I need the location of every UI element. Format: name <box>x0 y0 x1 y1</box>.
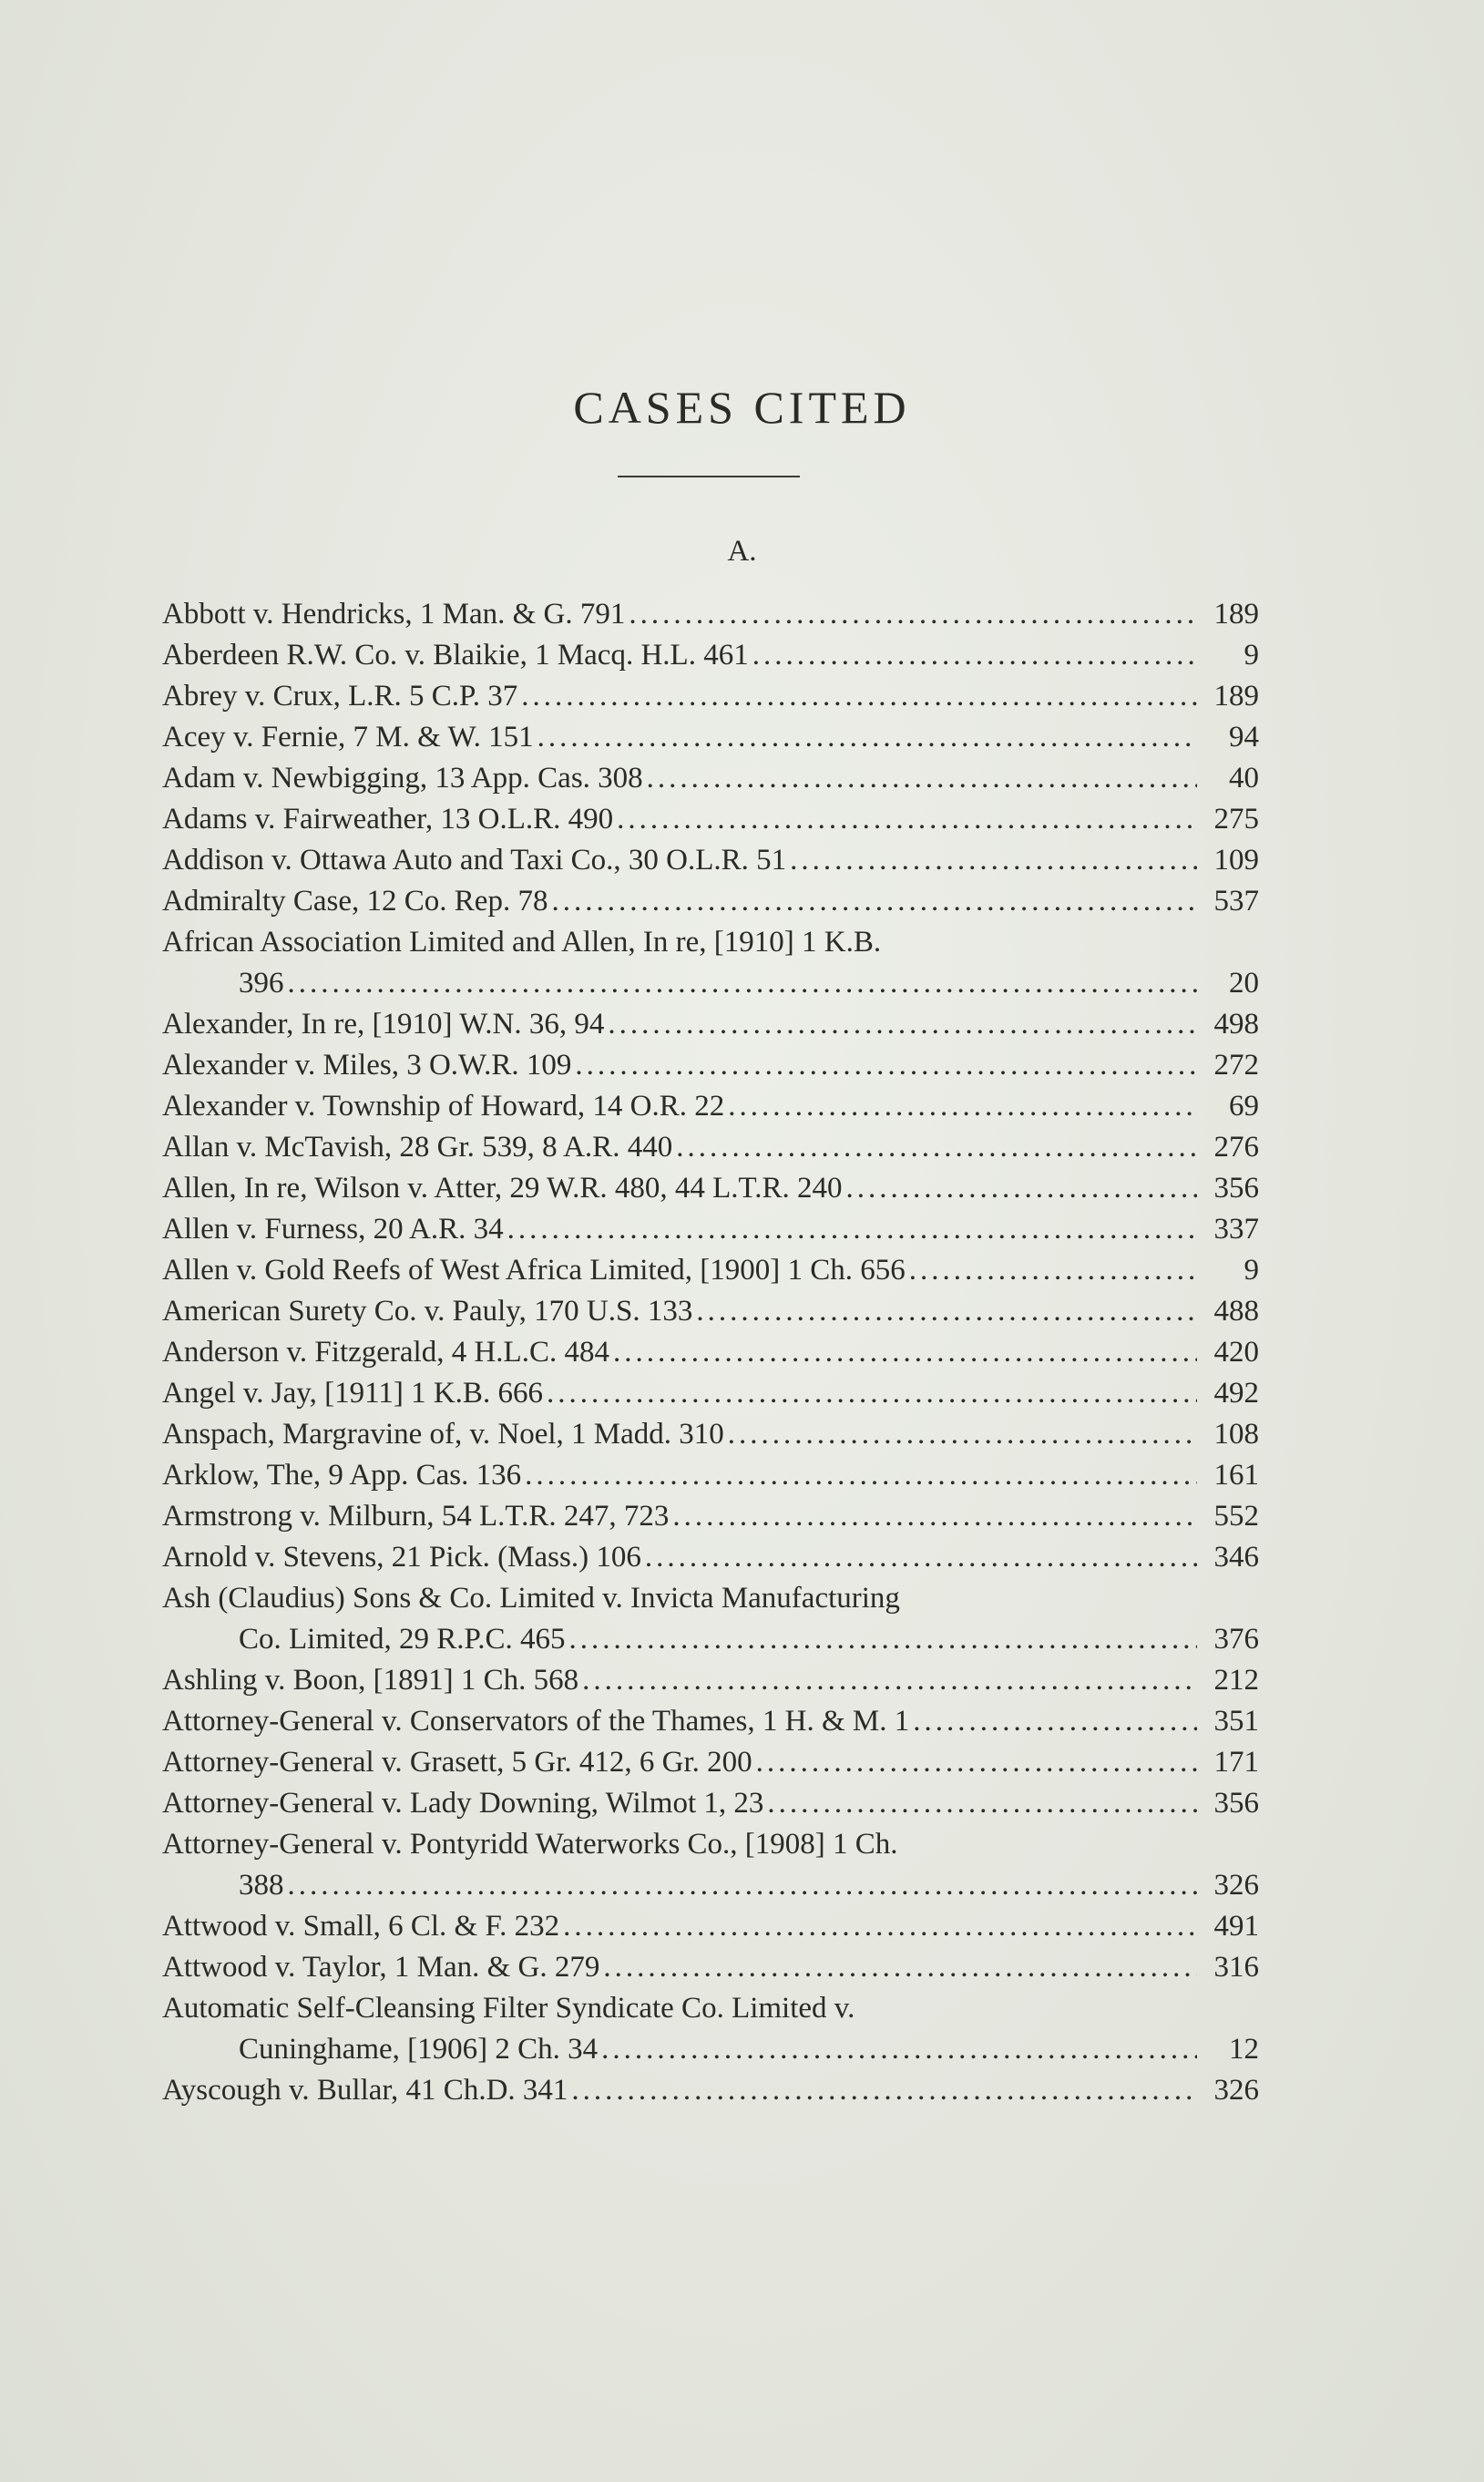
case-name: American Surety Co. v. Pauly, 170 U.S. 133 <box>162 1295 693 1328</box>
case-name: Admiralty Case, 12 Co. Rep. 78 <box>162 885 548 918</box>
case-name: Attwood v. Taylor, 1 Man. & G. 279 <box>162 1951 600 1984</box>
dot-leader <box>752 635 1197 676</box>
page-number: 94 <box>1229 721 1259 754</box>
case-entry <box>162 1414 1259 1455</box>
page-title: CASES CITED <box>573 382 911 433</box>
dot-leader <box>756 1742 1197 1783</box>
page-number: 537 <box>1213 885 1259 918</box>
dot-leader <box>676 1127 1197 1168</box>
case-entry <box>162 1537 1259 1578</box>
dot-leader <box>551 881 1197 922</box>
dot-leader <box>617 799 1197 840</box>
case-entry <box>162 1455 1259 1496</box>
page-number: 272 <box>1213 1049 1259 1082</box>
case-name: Allen, In re, Wilson v. Atter, 29 W.R. 480, 44 L.T.R. 240 <box>162 1172 843 1205</box>
case-entry <box>162 1906 1259 1947</box>
dot-leader <box>728 1086 1197 1127</box>
case-name: Arklow, The, 9 App. Cas. 136 <box>162 1459 522 1492</box>
case-name: Co. Limited, 29 R.P.C. 465 <box>239 1623 566 1656</box>
page-number: 171 <box>1213 1746 1259 1779</box>
case-entry <box>162 717 1259 758</box>
case-entry <box>162 922 1259 1004</box>
case-entry <box>162 799 1259 840</box>
dot-leader <box>672 1496 1197 1537</box>
case-name: Alexander v. Township of Howard, 14 O.R. 22 <box>162 1090 725 1123</box>
dot-leader <box>571 2070 1197 2111</box>
case-entry <box>162 1988 1259 2070</box>
case-entry <box>162 1086 1259 1127</box>
case-entry <box>162 1947 1259 1988</box>
page-number: 552 <box>1213 1500 1259 1533</box>
page-number: 356 <box>1213 1172 1259 1205</box>
case-entry <box>162 1742 1259 1783</box>
page-number: 492 <box>1213 1377 1259 1410</box>
case-name: Allen v. Furness, 20 A.R. 34 <box>162 1213 504 1246</box>
case-name: Anspach, Margravine of, v. Noel, 1 Madd. 310 <box>162 1418 724 1451</box>
case-name-continuation <box>162 1619 1259 1660</box>
dot-leader <box>767 1783 1197 1824</box>
case-name-continuation <box>162 963 1259 1004</box>
case-name-first-line: African Association Limited and Allen, In re, [1910] 1 K.B. <box>162 926 882 959</box>
case-name: Ayscough v. Bullar, 41 Ch.D. 341 <box>162 2074 568 2107</box>
dot-leader <box>563 1906 1197 1947</box>
case-name: Adam v. Newbigging, 13 App. Cas. 308 <box>162 762 643 795</box>
case-name-first-line: Attorney-General v. Pontyridd Waterworks Co., [1908] 1 Ch. <box>162 1828 898 1861</box>
page-number: 189 <box>1213 680 1259 713</box>
page-number: 356 <box>1213 1787 1259 1820</box>
page-number: 326 <box>1213 2074 1259 2107</box>
case-entry <box>162 1332 1259 1373</box>
dot-leader <box>603 1947 1197 1988</box>
page-number: 276 <box>1213 1131 1259 1164</box>
page-number: 12 <box>1229 2033 1259 2066</box>
case-name: Abbott v. Hendricks, 1 Man. & G. 791 <box>162 598 626 631</box>
case-entry <box>162 840 1259 881</box>
case-entry <box>162 1045 1259 1086</box>
dot-leader <box>507 1209 1197 1250</box>
page-number: 275 <box>1213 803 1259 836</box>
page-number: 326 <box>1213 1869 1259 1902</box>
case-name: Adams v. Fairweather, 13 O.L.R. 490 <box>162 803 614 836</box>
case-list <box>162 594 1259 2111</box>
case-name-first-line: Automatic Self-Cleansing Filter Syndicate Co. Limited v. <box>162 1992 855 2025</box>
dot-leader <box>288 963 1198 1004</box>
dot-leader <box>728 1414 1197 1455</box>
case-entry <box>162 1373 1259 1414</box>
case-name: 396 <box>239 967 284 1000</box>
dot-leader <box>608 1004 1197 1045</box>
dot-leader <box>846 1168 1197 1209</box>
title-divider <box>618 476 800 477</box>
case-entry <box>162 1168 1259 1209</box>
case-name: Abrey v. Crux, L.R. 5 C.P. 37 <box>162 680 518 713</box>
page-number: 9 <box>1243 1254 1259 1287</box>
page-number: 161 <box>1213 1459 1259 1492</box>
dot-leader <box>629 594 1197 635</box>
dot-leader <box>521 676 1197 717</box>
case-name: Attorney-General v. Conservators of the Thames, 1 H. & M. 1 <box>162 1705 910 1738</box>
case-entry <box>162 1291 1259 1332</box>
case-entry <box>162 1660 1259 1701</box>
case-name: Allan v. McTavish, 28 Gr. 539, 8 A.R. 440 <box>162 1131 673 1164</box>
page-number: 491 <box>1213 1910 1259 1943</box>
page-number: 108 <box>1213 1418 1259 1451</box>
dot-leader <box>575 1045 1197 1086</box>
case-entry <box>162 881 1259 922</box>
case-name-continuation <box>162 1865 1259 1906</box>
page-number: 109 <box>1213 844 1259 877</box>
page-number: 212 <box>1213 1664 1259 1697</box>
case-name: Armstrong v. Milburn, 54 L.T.R. 247, 723 <box>162 1500 670 1533</box>
dot-leader <box>288 1865 1198 1906</box>
case-entry <box>162 1578 1259 1660</box>
case-name: Allen v. Gold Reefs of West Africa Limited, [1900] 1 Ch. 656 <box>162 1254 906 1287</box>
case-name: Aberdeen R.W. Co. v. Blaikie, 1 Macq. H.L. 461 <box>162 639 749 672</box>
case-entry <box>162 1209 1259 1250</box>
case-entry <box>162 1701 1259 1742</box>
dot-leader <box>601 2029 1197 2070</box>
case-name: Angel v. Jay, [1911] 1 K.B. 666 <box>162 1377 543 1410</box>
dot-leader <box>582 1660 1197 1701</box>
case-name: Anderson v. Fitzgerald, 4 H.L.C. 484 <box>162 1336 609 1369</box>
case-entry <box>162 594 1259 635</box>
case-entry <box>162 1004 1259 1045</box>
page-number: 498 <box>1213 1008 1259 1041</box>
dot-leader <box>645 1537 1197 1578</box>
case-name: Attorney-General v. Grasett, 5 Gr. 412, 6 Gr. 200 <box>162 1746 752 1779</box>
case-name: Acey v. Fernie, 7 M. & W. 151 <box>162 721 534 754</box>
section-letter: A. <box>727 535 757 568</box>
dot-leader <box>913 1701 1197 1742</box>
page-number: 420 <box>1213 1336 1259 1369</box>
dot-leader <box>537 717 1197 758</box>
case-name: Arnold v. Stevens, 21 Pick. (Mass.) 106 <box>162 1541 641 1574</box>
case-name: Cuninghame, [1906] 2 Ch. 34 <box>239 2033 599 2066</box>
case-name: 388 <box>239 1869 284 1902</box>
case-entry <box>162 635 1259 676</box>
page-number: 316 <box>1213 1951 1259 1984</box>
page-number: 69 <box>1229 1090 1259 1123</box>
case-entry <box>162 1783 1259 1824</box>
page-number: 9 <box>1243 639 1259 672</box>
dot-leader <box>525 1455 1197 1496</box>
page-number: 351 <box>1213 1705 1259 1738</box>
page-number: 346 <box>1213 1541 1259 1574</box>
case-name-first-line: Ash (Claudius) Sons & Co. Limited v. Invicta Manufacturing <box>162 1582 900 1615</box>
dot-leader <box>696 1291 1197 1332</box>
page-number: 189 <box>1213 598 1259 631</box>
dot-leader <box>568 1619 1197 1660</box>
case-entry <box>162 1127 1259 1168</box>
case-entry <box>162 676 1259 717</box>
dot-leader <box>790 840 1197 881</box>
dot-leader <box>647 758 1197 799</box>
case-name: Attorney-General v. Lady Downing, Wilmot 1, 23 <box>162 1787 764 1820</box>
case-name-continuation <box>162 2029 1259 2070</box>
case-name: Alexander, In re, [1910] W.N. 36, 94 <box>162 1008 605 1041</box>
page-number: 20 <box>1229 967 1259 1000</box>
case-name: Addison v. Ottawa Auto and Taxi Co., 30 O.L.R. 51 <box>162 844 787 877</box>
case-entry <box>162 2070 1259 2111</box>
dot-leader <box>613 1332 1197 1373</box>
case-name: Attwood v. Small, 6 Cl. & F. 232 <box>162 1910 560 1943</box>
page-number: 488 <box>1213 1295 1259 1328</box>
page-number: 40 <box>1229 762 1259 795</box>
case-entry <box>162 1250 1259 1291</box>
case-name: Alexander v. Miles, 3 O.W.R. 109 <box>162 1049 572 1082</box>
case-entry <box>162 1824 1259 1906</box>
dot-leader <box>909 1250 1197 1291</box>
case-name: Ashling v. Boon, [1891] 1 Ch. 568 <box>162 1664 579 1697</box>
case-entry <box>162 1496 1259 1537</box>
page-number: 337 <box>1213 1213 1259 1246</box>
dot-leader <box>547 1373 1197 1414</box>
page-number: 376 <box>1213 1623 1259 1656</box>
case-entry <box>162 758 1259 799</box>
